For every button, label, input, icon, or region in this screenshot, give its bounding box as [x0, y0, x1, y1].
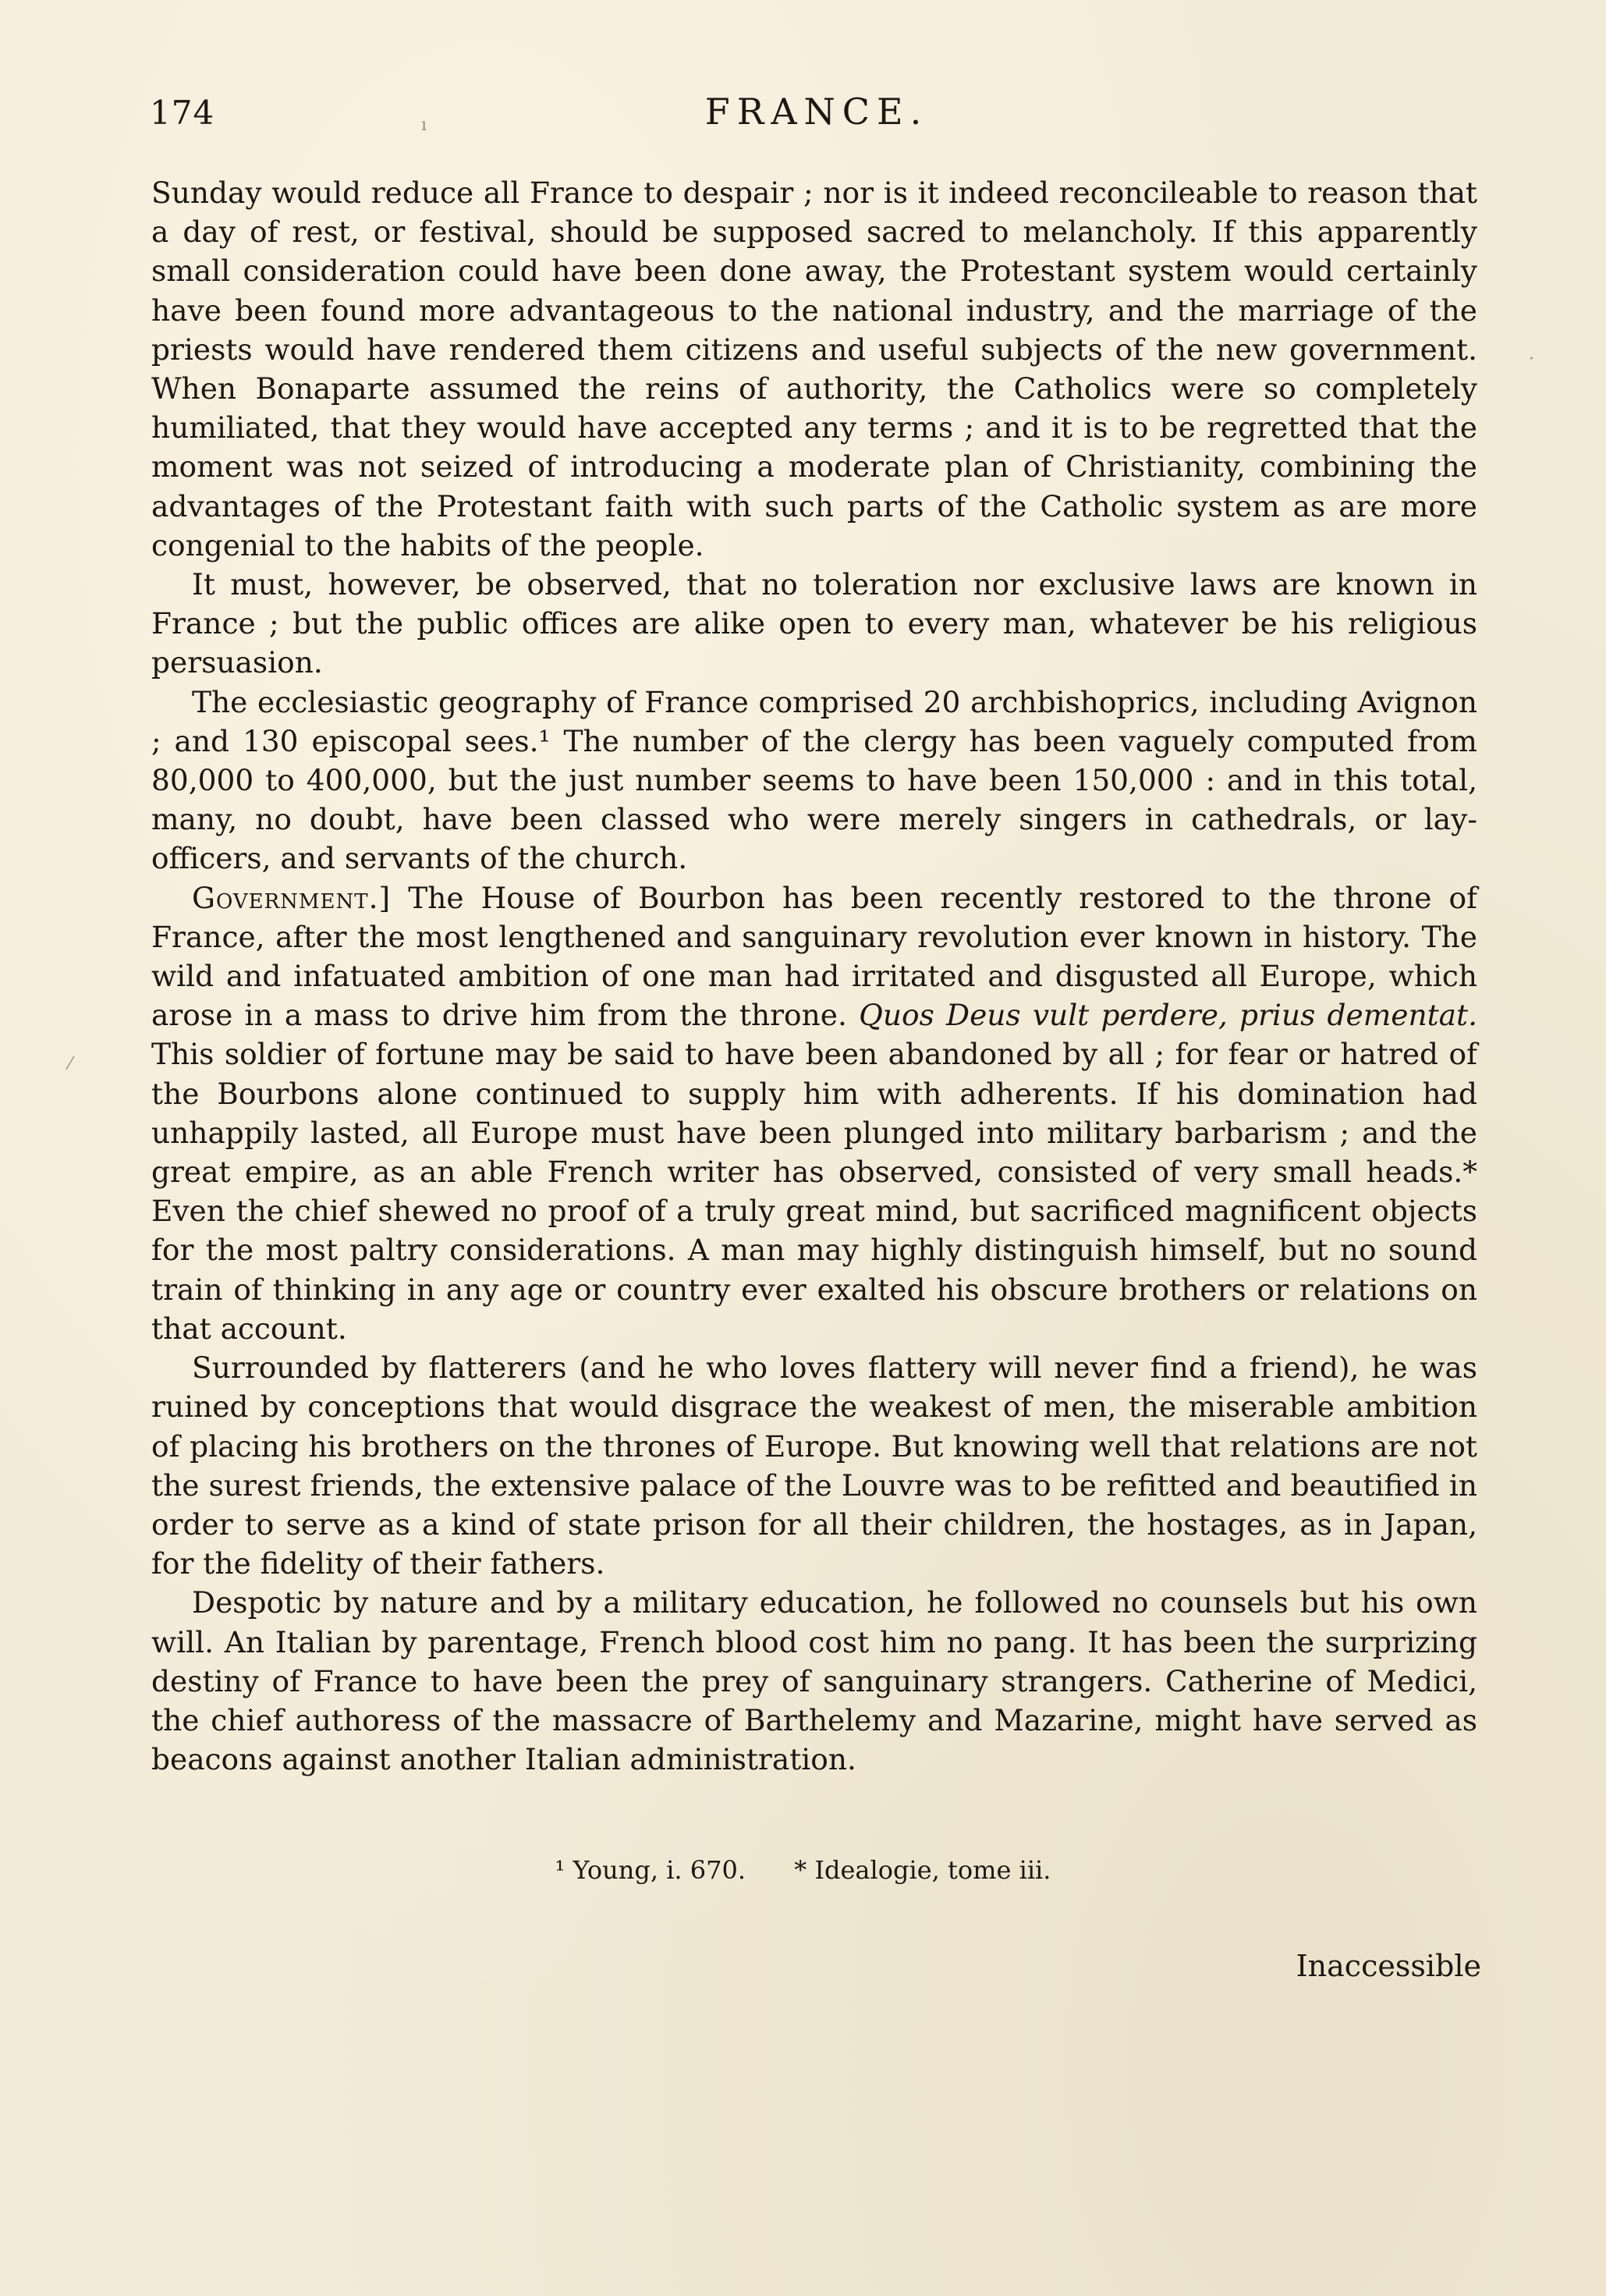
paragraph: It must, however, be observed, that no toleration nor exclusive laws are known in France ; but the public offices are alike open to every man, whatever be his religious persuasion. — [151, 567, 1477, 680]
running-head: FRANCE. — [704, 90, 929, 133]
government-paragraph — [151, 878, 1477, 1348]
paper-speck: ı — [421, 115, 427, 135]
paragraph: Sunday would reduce all France to despair ; nor is it indeed reconcileable to reason that a day of rest, or festival, should be supposed sacred to melancholy. If this apparently small consideration could have been done away, the Protestant system would certainly have been found more advantageous to the national industry, and the marriage of the priests would have rendered them citizens and useful subjects of the new government. When Bonaparte assumed the reins of authority, the Catholics were so completely humiliated, that they would have accepted any terms ; and it is to be regretted that the moment was not seized of introducing a moderate plan of Christianity, combining the advantages of the Protestant faith with such parts of the Catholic system as are more congenial to the habits of the people. — [151, 176, 1477, 562]
paper-speck: ⁄ — [69, 1055, 72, 1074]
paper-speck: · — [1529, 350, 1534, 369]
footnotes — [0, 1855, 1606, 1885]
footnote: ¹ Young, i. 670. — [555, 1855, 746, 1885]
catchword: Inaccessible — [1296, 1949, 1481, 1983]
paragraph: The ecclesiastic geography of France comprised 20 archbishoprics, including Avignon ; and 130 episcopal sees.¹ The number of the clergy has been vaguely computed from 80,000 to 400,000, but the just number seems to have been 150,000 : and in this total, many, no doubt, have been classed who were merely singers in cathedrals, or lay-officers, and servants of the church. — [151, 684, 1477, 876]
latin-quotation: Quos Deus vult perdere, prius dementat. — [859, 998, 1478, 1033]
footnote: * Idealogie, tome iii. — [794, 1855, 1051, 1885]
paragraph-text: The House of Bourbon has been recently restored to the throne of France, after the most lengthened and sanguinary revolution ever known in history. The wild and infatuated ambition of one man had irritated and disgusted all Europe, which arose in a mass to drive him from the throne. — [151, 880, 1477, 1033]
body-text — [151, 173, 1477, 1779]
paragraph: Despotic by nature and by a military education, he followed no counsels but his own will. An Italian by parentage, French blood cost him no pang. It has been the surprizing destiny of France to have been the prey of sanguinary strangers. Catherine of Medici, the chief authoress of the massacre of Barthelemy and Mazarine, might have served as beacons against another Italian administration. — [151, 1585, 1477, 1777]
page-number: 174 — [150, 94, 215, 132]
section-heading: Government.] — [192, 880, 392, 915]
page-header — [150, 90, 1484, 148]
paragraph-text: This soldier of fortune may be said to have been abandoned by all ; for fear or hatred of the Bourbons alone continued to supply him with adherents. If his domination had unhappily lasted, all Europe must have been plunged into military barbarism ; and the great empire, as an able French writer has observed, consisted of very small heads.* Even the chief shewed no proof of a truly great mind, but sacrificed magnificent objects for the most paltry considerations. A man may highly distinguish himself, but no sound train of thinking in any age or country ever exalted his obscure brothers or relations on that account. — [151, 1037, 1477, 1346]
paragraph: Surrounded by flatterers (and he who loves flattery will never find a friend), he was ruined by conceptions that would disgrace the weakest of men, the miserable ambition of placing his brothers on the thrones of Europe. But knowing well that relations are not the surest friends, the extensive palace of the Louvre was to be refitted and beautified in order to serve as a kind of state prison for all their children, the hostages, as in Japan, for the fidelity of their fathers. — [151, 1350, 1477, 1581]
